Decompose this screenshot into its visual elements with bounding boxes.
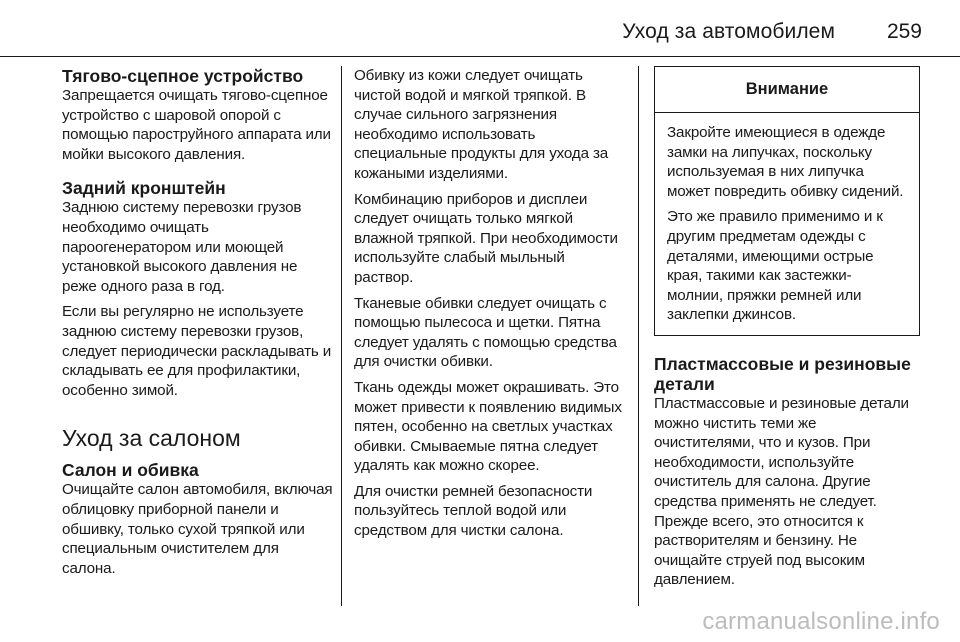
section-plastic-rubber: [654, 354, 920, 590]
section-heading: Задний кронштейн: [62, 178, 226, 199]
watermark: carmanualsonline.info: [702, 608, 940, 635]
header-divider: [0, 56, 960, 57]
paragraph: Заднюю систему перевозки грузов необходимо очищать пароогенератором или моющей установкой высокого давления не реже одного раза в год.: [62, 199, 302, 295]
page-number: 259: [886, 20, 922, 43]
warning-box: [654, 66, 920, 336]
chapter-heading: Уход за салоном: [62, 425, 241, 452]
paragraph: Для очистки ремней безопасности пользуйтесь теплой водой или средством для чистки салона.: [354, 482, 593, 540]
column-left: [62, 66, 334, 592]
warning-body: [655, 113, 919, 335]
paragraph: Закройте имеющиеся в одежде замки на липучках, поскольку используемая в них липучка может повредить обивку сидений.: [667, 124, 904, 200]
header-title: Уход за автомобилем: [622, 20, 835, 43]
paragraph: Очищайте салон автомобиля, включая облицовку приборной панели и обшивку, только сухой тряпкой или специальным очистителем для салона.: [62, 481, 333, 577]
column-middle: [354, 66, 626, 547]
section-upholstery: [62, 460, 334, 578]
paragraph: Запрещается очищать тягово-сцепное устройство с шаровой опорой с помощью пароструйного аппарата или мойки высокого давления.: [62, 87, 331, 163]
column-right: [654, 66, 920, 604]
paragraph: Ткань одежды может окрашивать. Это может привести к появлению видимых пятен, особенно на светлых участках обивки. Смываемые пятна следует удалять как можно скорее.: [354, 378, 622, 475]
paragraph: Тканевые обивки следует очищать с помощью пылесоса и щетки. Пятна следует удалять с помощью средства для очистки обивки.: [354, 294, 617, 371]
paragraph: Если вы регулярно не используете заднюю систему перевозки грузов, следует периодически раскладывать и складывать ее для профилактики, особенно зимой.: [62, 303, 332, 399]
section-tow-bar: [62, 66, 334, 164]
paragraph: Обивку из кожи следует очищать чистой водой и мягкой тряпкой. В случае сильного загрязнения необходимо использовать специальные продукты для ухода за кожаными изделиями.: [354, 67, 609, 182]
section-rear-carrier: [62, 178, 334, 400]
paragraph: Это же правило применимо и к другим предметам одежды с деталями, имеющими острые края, такими как застежки-молнии, пряжки ремней или заклепки джинсов.: [667, 208, 883, 324]
section-heading: Пластмассовые и резиновые детали: [654, 353, 911, 394]
paragraph: Пластмассовые и резиновые детали можно чистить теми же очистителями, что и кузов. При необходимости, используйте очиститель для салона. Другие средства применять не следует. Прежде всего, это относится к растворителям и бензину. Не очищайте струей под высоким давлением.: [654, 394, 909, 589]
page-header: [0, 0, 960, 54]
column-divider: [341, 66, 342, 606]
column-divider: [638, 66, 639, 606]
warning-title: Внимание: [655, 67, 919, 113]
section-heading: Салон и обивка: [62, 460, 199, 481]
paragraph: Комбинацию приборов и дисплеи следует очищать только мягкой влажной тряпкой. При необходимости используйте слабый мыльный раствор.: [354, 190, 618, 286]
section-heading: Тягово-сцепное устройство: [62, 66, 304, 86]
